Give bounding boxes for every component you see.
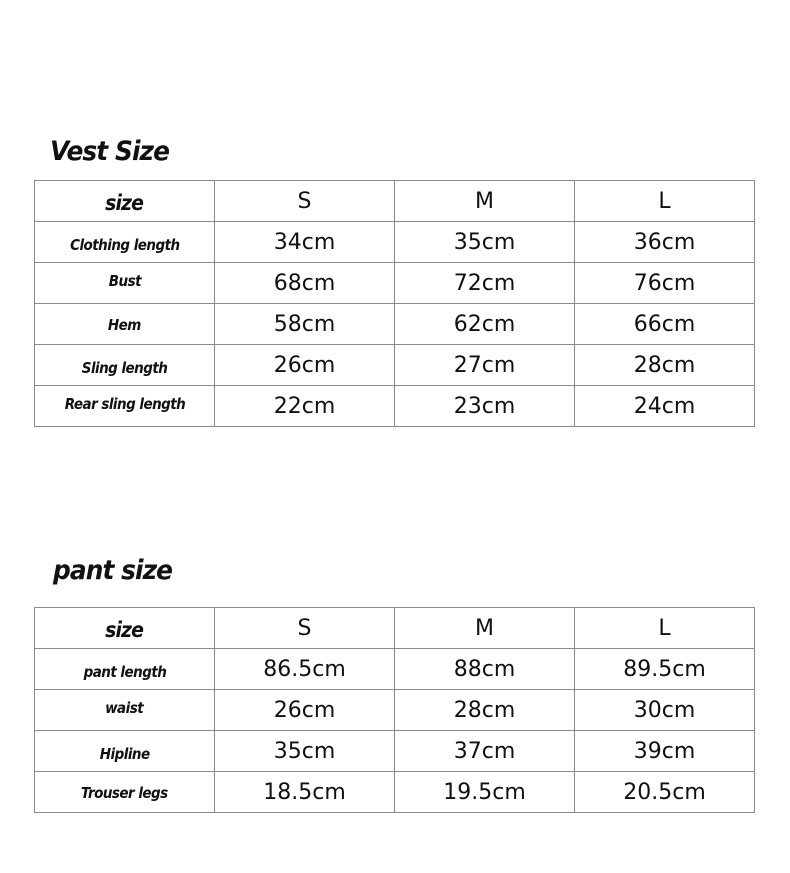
table-row	[35, 649, 755, 690]
header-cell	[575, 181, 755, 222]
table-row	[35, 772, 755, 813]
row-label-cell	[35, 345, 215, 386]
value-cell	[575, 386, 755, 427]
value-cell	[575, 772, 755, 813]
row-label: Rear sling length	[64, 394, 185, 413]
value-l: 20.5cm	[623, 779, 706, 805]
table-header-row	[35, 608, 755, 649]
value-l: 36cm	[633, 229, 696, 255]
value-l: 28cm	[633, 352, 696, 378]
size-m-header: M	[475, 188, 494, 214]
row-label-cell	[35, 386, 215, 427]
value-cell	[215, 386, 395, 427]
value-l: 66cm	[633, 311, 696, 337]
size-header-label: size	[105, 191, 144, 215]
value-l: 30cm	[633, 697, 696, 723]
row-label-cell	[35, 731, 215, 772]
value-s: 35cm	[273, 738, 336, 764]
table-header-row	[35, 181, 755, 222]
value-cell	[215, 345, 395, 386]
value-m: 37cm	[453, 738, 516, 764]
value-cell	[395, 222, 575, 263]
row-label: Hipline	[99, 744, 150, 763]
value-s: 26cm	[273, 352, 336, 378]
table-row	[35, 345, 755, 386]
row-label: Clothing length	[69, 235, 180, 254]
value-s: 86.5cm	[263, 656, 346, 682]
pant-size-title: pant size	[53, 555, 173, 586]
header-cell	[575, 608, 755, 649]
header-cell	[215, 181, 395, 222]
row-label: waist	[105, 698, 144, 717]
value-m: 88cm	[453, 656, 516, 682]
value-s: 68cm	[273, 270, 336, 296]
size-m-header: M	[475, 615, 494, 641]
value-cell	[395, 649, 575, 690]
value-m: 35cm	[453, 229, 516, 255]
value-m: 23cm	[453, 393, 516, 419]
value-cell	[215, 304, 395, 345]
value-cell	[395, 386, 575, 427]
value-m: 72cm	[453, 270, 516, 296]
row-label-cell	[35, 222, 215, 263]
value-cell	[575, 731, 755, 772]
value-cell	[575, 263, 755, 304]
value-s: 58cm	[273, 311, 336, 337]
row-label-cell	[35, 263, 215, 304]
row-label-cell	[35, 304, 215, 345]
value-cell	[215, 263, 395, 304]
value-l: 76cm	[633, 270, 696, 296]
table-row	[35, 731, 755, 772]
value-s: 22cm	[273, 393, 336, 419]
value-m: 62cm	[453, 311, 516, 337]
row-label: Sling length	[81, 358, 168, 377]
value-cell	[395, 772, 575, 813]
value-cell	[395, 304, 575, 345]
pant-size-table	[34, 607, 755, 813]
row-label-cell	[35, 772, 215, 813]
value-cell	[395, 690, 575, 731]
header-cell	[35, 181, 215, 222]
value-s: 26cm	[273, 697, 336, 723]
table-row	[35, 690, 755, 731]
size-l-header: L	[658, 615, 671, 641]
value-m: 19.5cm	[443, 779, 526, 805]
row-label: Bust	[108, 271, 141, 290]
value-m: 28cm	[453, 697, 516, 723]
table-row	[35, 263, 755, 304]
value-m: 27cm	[453, 352, 516, 378]
row-label: Trouser legs	[81, 783, 168, 802]
value-cell	[215, 649, 395, 690]
value-cell	[395, 263, 575, 304]
value-cell	[575, 222, 755, 263]
value-cell	[395, 731, 575, 772]
header-cell	[395, 608, 575, 649]
row-label: Hem	[108, 315, 141, 334]
value-cell	[215, 772, 395, 813]
value-cell	[215, 731, 395, 772]
value-cell	[215, 690, 395, 731]
row-label-cell	[35, 690, 215, 731]
value-l: 89.5cm	[623, 656, 706, 682]
table-row	[35, 386, 755, 427]
size-l-header: L	[658, 188, 671, 214]
size-s-header: S	[297, 188, 312, 214]
size-header-label: size	[105, 618, 144, 642]
value-l: 24cm	[633, 393, 696, 419]
row-label: pant length	[83, 662, 166, 681]
header-cell	[35, 608, 215, 649]
value-s: 18.5cm	[263, 779, 346, 805]
value-l: 39cm	[633, 738, 696, 764]
value-cell	[575, 690, 755, 731]
size-s-header: S	[297, 615, 312, 641]
value-cell	[575, 345, 755, 386]
header-cell	[395, 181, 575, 222]
header-cell	[215, 608, 395, 649]
value-cell	[395, 345, 575, 386]
vest-size-table	[34, 180, 755, 427]
row-label-cell	[35, 649, 215, 690]
vest-size-title: Vest Size	[50, 136, 170, 167]
value-cell	[575, 304, 755, 345]
value-cell	[575, 649, 755, 690]
value-cell	[215, 222, 395, 263]
table-row	[35, 304, 755, 345]
table-row	[35, 222, 755, 263]
value-s: 34cm	[273, 229, 336, 255]
